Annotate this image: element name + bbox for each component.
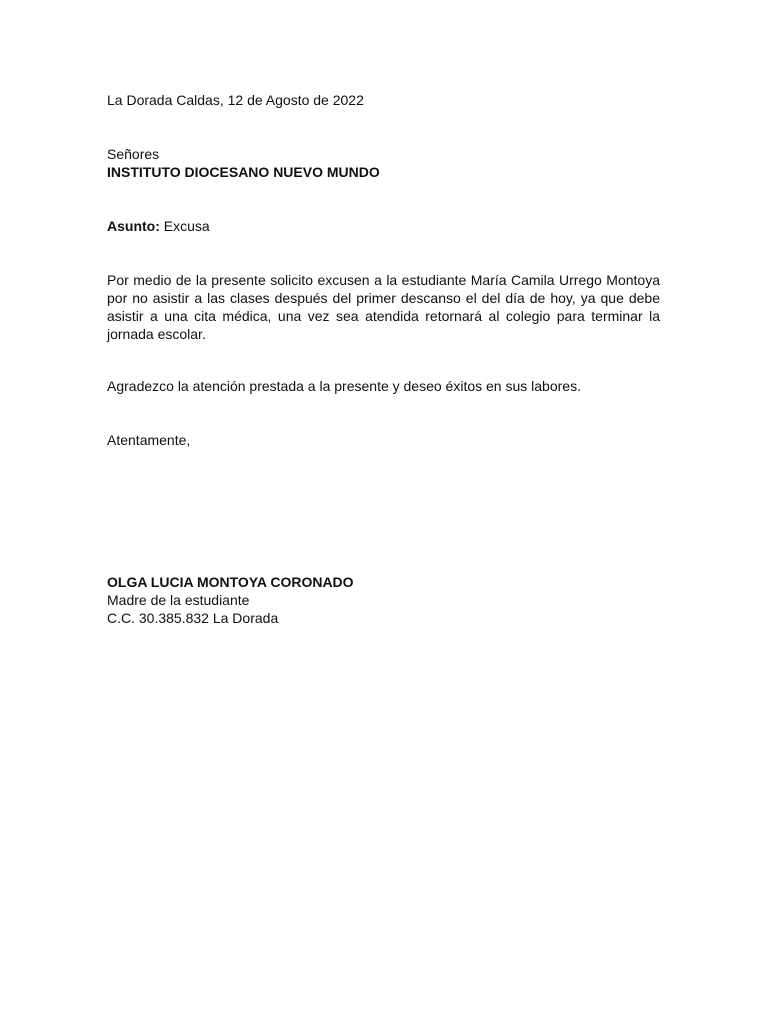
recipient-block: [107, 145, 660, 181]
letter-page: [107, 91, 660, 627]
recipient-salutation: Señores: [107, 146, 160, 162]
signature-block: [107, 573, 660, 627]
subject-label: Asunto:: [107, 218, 160, 234]
subject-line: [107, 217, 660, 235]
recipient-institution: INSTITUTO DIOCESANO NUEVO MUNDO: [107, 164, 380, 180]
letter-body: Por medio de la presente solicito excusen a la estudiante María Camila Urrego Montoya por no asistir a las clases después del primer descanso el del día de hoy, ya que debe asistir a una cita médica, una vez sea atendida retornará al colegio para terminar la jornada escolar.: [107, 272, 660, 342]
letter-closing: Atentamente,: [107, 432, 191, 448]
letter-thanks: Agradezco la atención prestada a la presente y deseo éxitos en sus labores.: [107, 378, 581, 394]
signer-name: OLGA LUCIA MONTOYA CORONADO: [107, 574, 354, 590]
signer-id: C.C. 30.385.832 La Dorada: [107, 610, 279, 626]
signer-role: Madre de la estudiante: [107, 592, 250, 608]
subject-value: Excusa: [163, 218, 210, 234]
letter-date: La Dorada Caldas, 12 de Agosto de 2022: [107, 92, 364, 108]
